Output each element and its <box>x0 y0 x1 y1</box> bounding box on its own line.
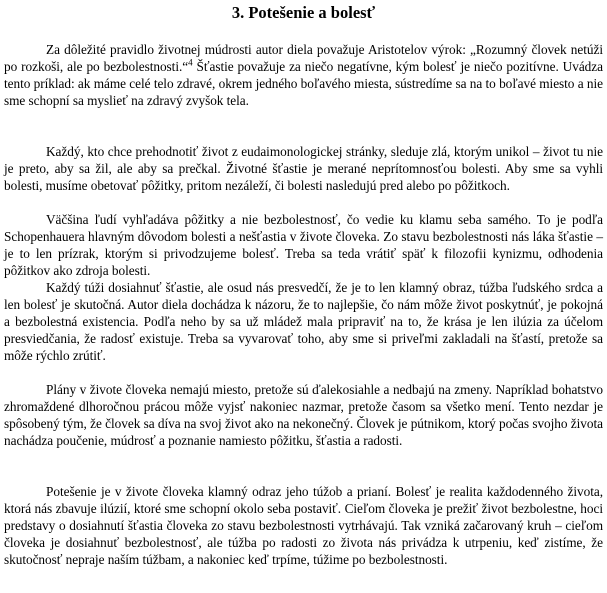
paragraph-5: Plány v živote človeka nemajú miesto, pretože sú ďalekosiahle a nedbajú na zmeny. Napríklad bohatstvo zhromaždené dlhoročnou prácou môže vyjsť nakoniec nazmar, pretože časom sa všetko mení. Tento nezdar je spôsobený tým, že človek sa díva na svoj život ako na nekonečný. Človek je pútnikom, ktorý počas svojho života nachádza poučenie, múdrosť a poznanie namiesto pôžitku, šťastia a radosti. <box>4 382 603 448</box>
paragraph-3: Väčšina ľudí vyhľadáva pôžitky a nie bezbolestnosť, čo vedie ku klamu seba samého. To je podľa Schopenhauera hlavným dôvodom bolesti a nešťastia v živote človeka. Zo stavu bezbolestnosti nás láka šťastie – je to len prízrak, ktorým si privodzujeme bolesť. Treba sa teda vrátiť späť k filozofii kynizmu, odhodenia pôžitkov ako zdroja bolesti. <box>4 212 603 278</box>
footnote-ref: 4 <box>188 57 193 68</box>
paragraph-1 <box>4 41 603 109</box>
paragraph-2: Každý, kto chce prehodnotiť život z eudaimonologickej stránky, sleduje zlá, ktorým unikol – život tu nie je preto, aby sa žil, ale aby sa prečkal. Životné šťastie je merané neprítomnosťou bolesti. Aby sme sa vyhli bolesti, musíme obetovať pôžitky, pritom nezáleží, či bolesti nasledujú pred alebo po pôžitkoch. <box>4 144 603 193</box>
paragraph-1-text: Za dôležité pravidlo životnej múdrosti autor diela považuje Aristotelov výrok: „Rozumný človek netúži po rozkoši, ale po bezbolestnosti.“ <box>4 42 603 74</box>
paragraph-4: Každý túži dosiahnuť šťastie, ale osud nás presvedčí, že je to len klamný obraz, túžba ľudského srdca a len bolesť je skutočná. Autor diela dochádza k názoru, že to najlepšie, čo nám môže život poskytnúť, je pokojná a bezbolestná existencia. Podľa neho by sa už mládež mala pripraviť na to, že krása je len ilúzia za účelom presviedčania, že radosť existuje. Treba sa vyvarovať toho, aby sme si priveľmi zakladali na šťastí, pretože sa môže rýchlo zrútiť. <box>4 280 603 363</box>
paragraph-1-text-cont: Šťastie považuje za niečo negatívne, kým bolesť je niečo pozitívne. Uvádza tento príklad: ak máme celé telo zdravé, okrem jedného boľavého miesta, sústredíme sa na to boľavé miesto a nie sme schopní sa myslieť na zdravý zvyšok tela. <box>4 59 603 108</box>
section-heading: 3. Potešenie a bolesť <box>231 3 376 22</box>
paragraph-6: Potešenie je v živote človeka klamný odraz jeho túžob a prianí. Bolesť je realita každodenného života, ktorá nás zbavuje ilúzií, ktoré sme schopní okolo seba postaviť. Cieľom človeka je prežiť život bezbolestne, hoci predstavy o dosiahnutí šťastia človeka zo stavu bezbolestnosti vytrhávajú. Tak vzniká začarovaný kruh – cieľom človeka je dosiahnuť bezbolestnosť, ale túžba po radosti zo života nás privádza k utrpeniu, keď zistíme, že skutočnosť nepraje naším túžbam, a nakoniec keď trpíme, túžime po bezbolestnosti. <box>4 484 603 567</box>
